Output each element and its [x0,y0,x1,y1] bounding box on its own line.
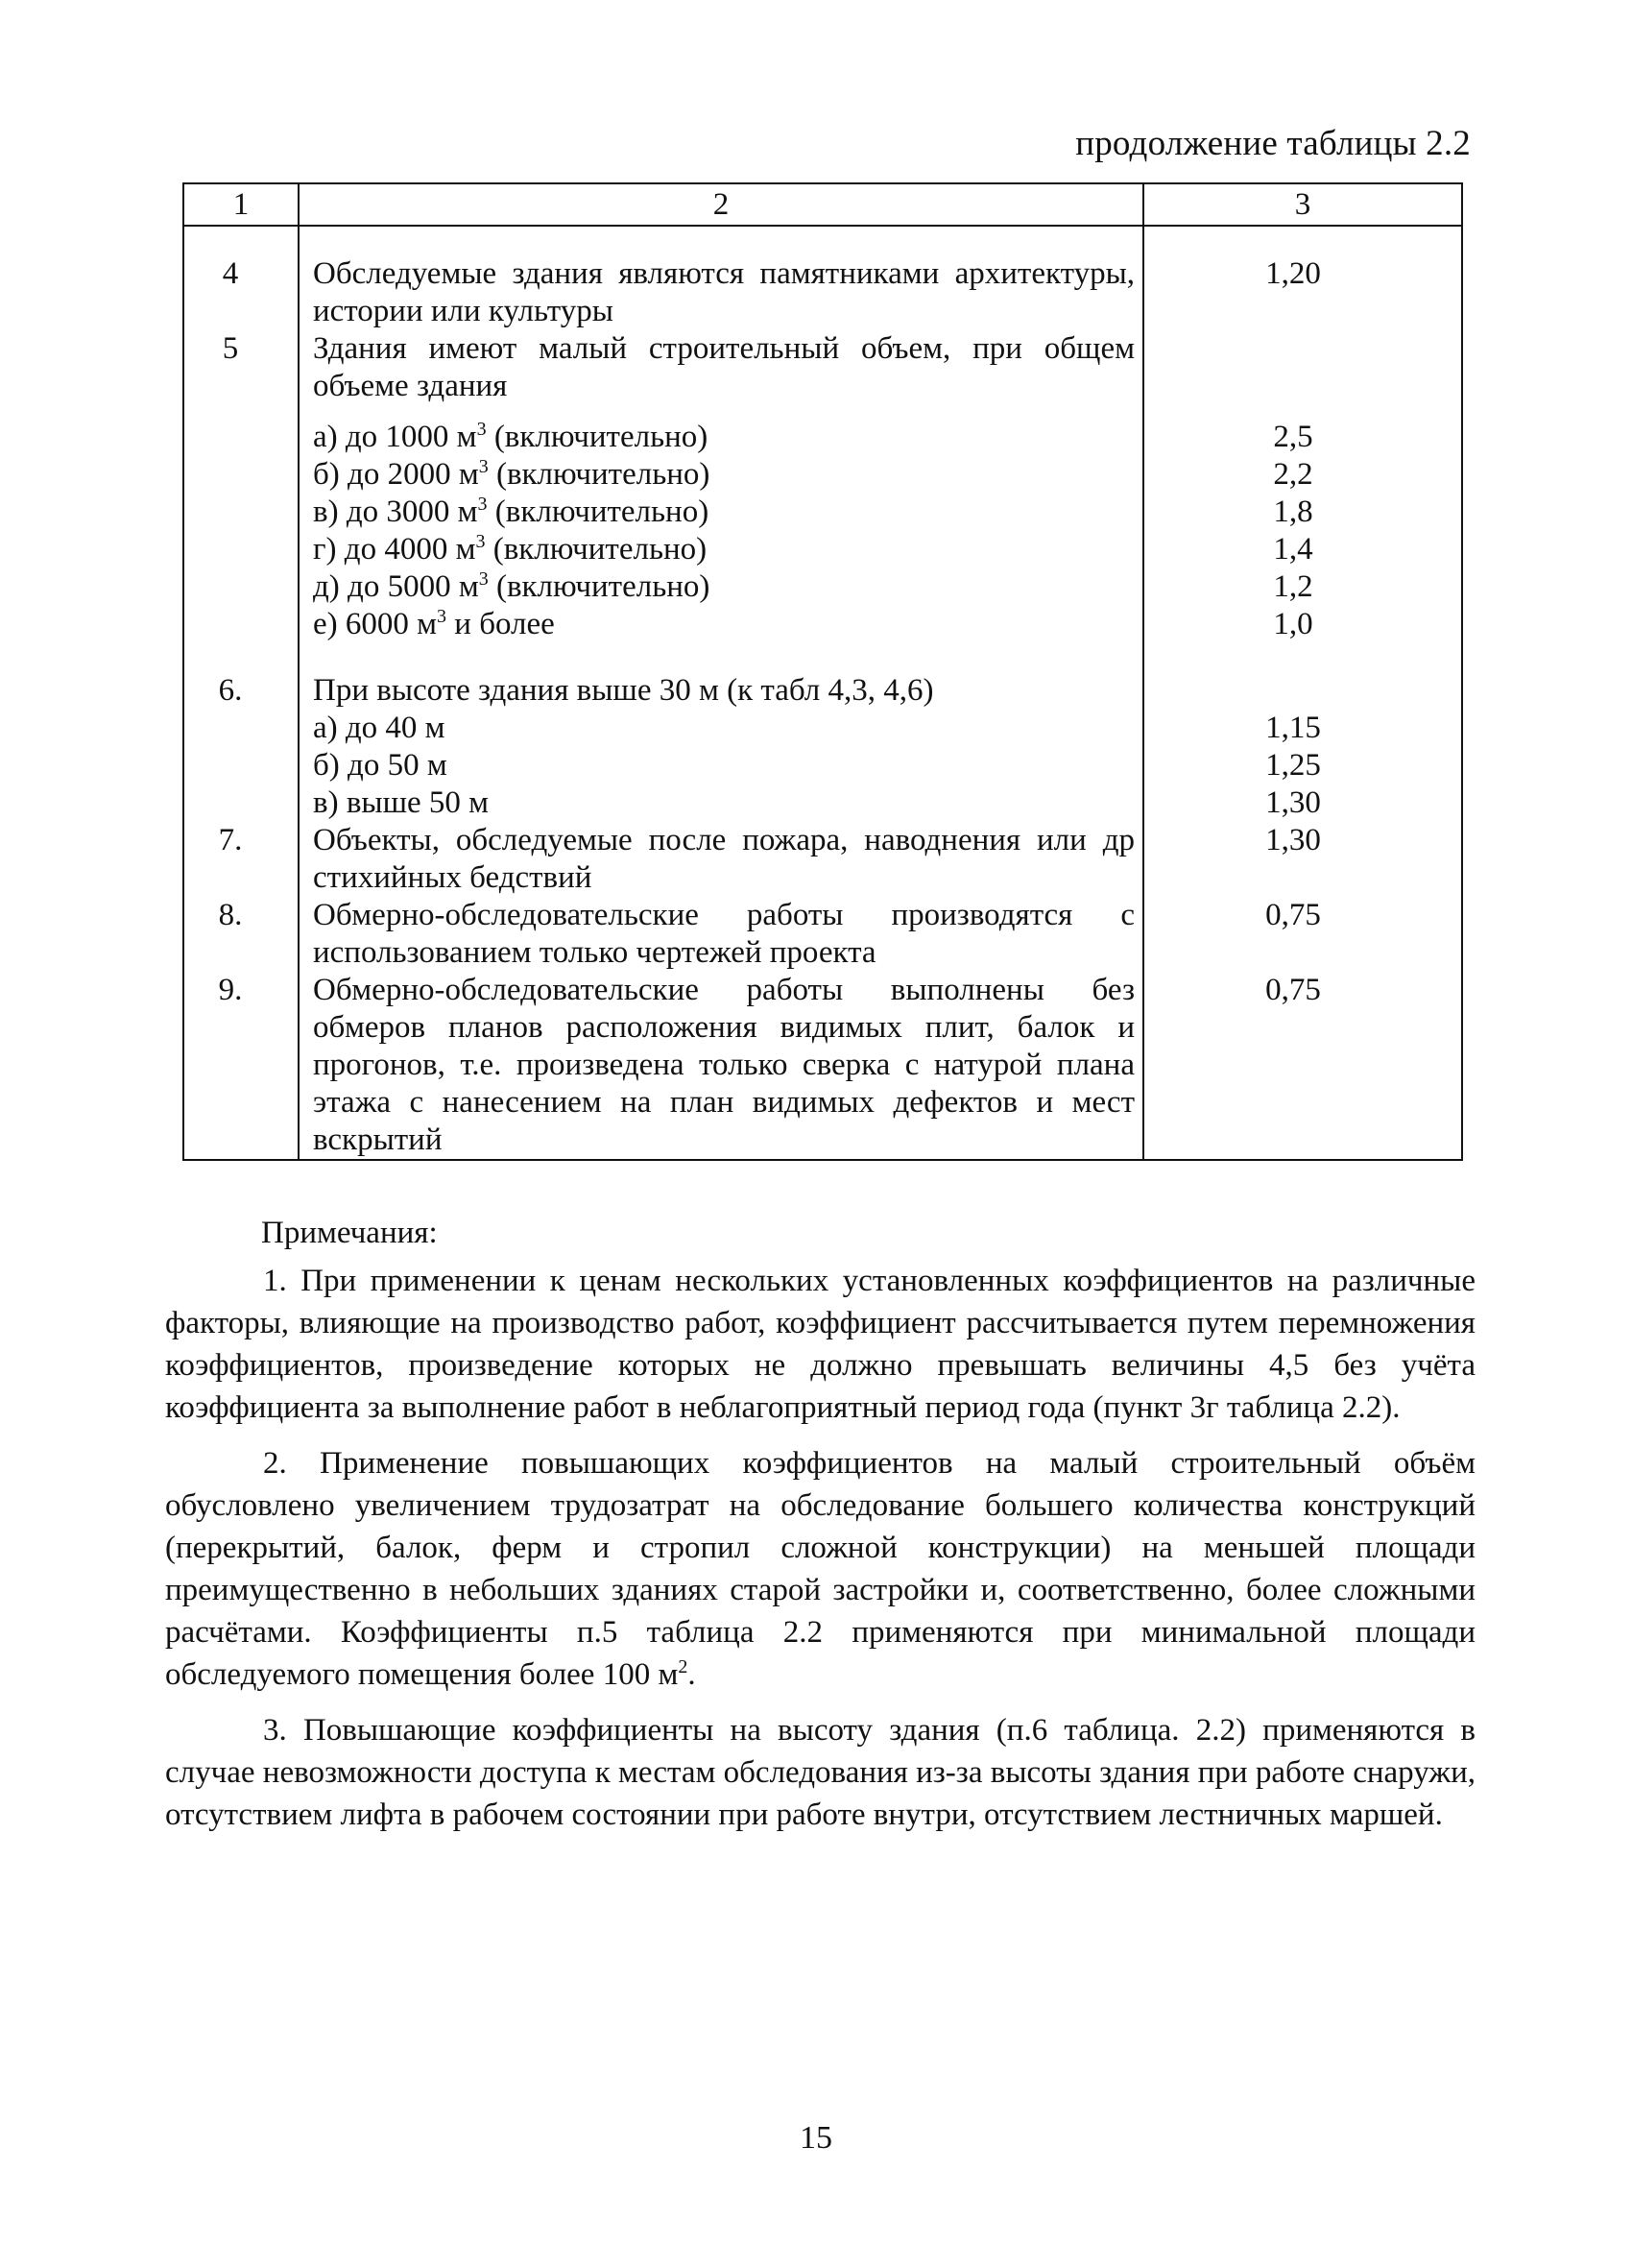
sub-item-coefficient: 1,30 [1265,785,1321,820]
note-paragraph: 1. При применении к ценам нескольких установленных коэффициентов на различные факторы, влияющие на производство работ, коэффициент рассчитывается путем перемножения коэффициентов, произведение которых не должно превышать величины 4,5 без учёта коэффициента за выполнение работ в неблагоприятный период года (пункт 3г таблица 2.2). [165,1264,1476,1425]
table-row [183,897,1462,972]
sub-item-coefficient: 2,5 [1273,420,1313,454]
row-coefficient-cell [1143,643,1462,822]
row-number: 8. [183,897,299,972]
sub-item: в) до 3000 $м^3$ (включительно) [313,494,709,529]
coefficients-table [182,182,1463,1161]
sub-item-coefficient: 1,25 [1265,748,1321,783]
table-row [183,822,1462,897]
table-row [183,226,1462,330]
notes-section [165,1212,1476,1849]
notes-title: Примечания: [261,1216,438,1250]
row-description-cell [299,330,1143,643]
table-continuation-caption: продолжение таблицы 2.2 [1075,124,1471,163]
row-coefficient: 1,20 [1143,226,1462,330]
table-row [183,972,1462,1160]
table-row [183,330,1462,643]
row-number: 6. [183,643,299,822]
row-description-cell [299,643,1143,822]
sub-item: а) до 1000 $м^3$ (включительно) [313,419,708,454]
sub-item: б) до 50 м [313,748,447,783]
row-description: При высоте здания выше 30 м (к табл 4,3, 4,6) [313,673,934,708]
sub-item-coefficient: 1,2 [1273,569,1313,604]
table-header-row [183,183,1462,226]
row-description: Обмерно-обследовательские работы производятся с использованием только чертежей проекта [299,897,1143,972]
column-header-2: 2 [299,183,1143,226]
row-number: 5 [183,330,299,643]
sub-item: б) до 2000 $м^3$ (включительно) [313,456,710,492]
row-number: 4 [183,226,299,330]
table-row [183,643,1462,822]
sub-item-coefficient: 1,4 [1273,532,1313,567]
note-paragraph: 3. Повышающие коэффициенты на высоту здания (п.6 таблица. 2.2) применяются в случае невозможности доступа к местам обследования из-за высоты здания при работе снаружи, отсутствием лифта в рабочем состоянии при работе внутри, отсутствием лестничных маршей. [165,1713,1476,1832]
sub-item-coefficient: 1,15 [1265,711,1321,745]
column-header-3: 3 [1143,183,1462,226]
sub-item-coefficient: 2,2 [1273,457,1313,492]
sub-item: г) до 4000 $м^3$ (включительно) [313,531,708,567]
column-header-1: 1 [183,183,299,226]
row-number: 9. [183,972,299,1160]
row-description: Обмерно-обследовательские работы выполнены без обмеров планов расположения видимых плит, балок и прогонов, т.е. произведена только сверка с натурой плана этажа с нанесением на план видимых дефектов и мест вскрытий [299,972,1143,1160]
sub-item-coefficient: 1,8 [1273,495,1313,529]
page-number: 15 [800,2120,832,2156]
sub-item: е) 6000 $м^3$ и более [313,606,555,641]
sub-item: д) до 5000 $м^3$ (включительно) [313,568,710,604]
row-coefficient: 0,75 [1143,897,1462,972]
row-coefficient: 1,30 [1143,822,1462,897]
row-description: Объекты, обследуемые после пожара, наводнения или др стихийных бедствий [299,822,1143,897]
coefficients-table-wrapper [182,182,1461,1161]
row-description: Обследуемые здания являются памятниками архитектуры, истории или культуры [299,226,1143,330]
sub-item: а) до 40 м [313,711,445,745]
row-coefficient: 0,75 [1143,972,1462,1160]
row-description: Здания имеют малый строительный объем, при общем объеме здания [313,331,1135,403]
note-paragraph: 2. Применение повышающих коэффициентов на малый строительный объём обусловлено увеличением трудозатрат на обследование большего количества конструкций (перекрытий, балок, ферм и стропил сложной конструкции) на меньшей площади преимущественно в небольших зданиях старой застройки и, соответственно, более сложными расчётами. Коэффициенты п.5 таблица 2.2 применяются при минимальной площади обследуемого помещения более 100 $м^2$. [165,1446,1476,1692]
row-number: 7. [183,822,299,897]
sub-item-coefficient: 1,0 [1273,607,1313,641]
sub-item: в) выше 50 м [313,785,490,820]
row-coefficient-cell [1143,330,1462,643]
volume-sub-items [313,419,1135,643]
